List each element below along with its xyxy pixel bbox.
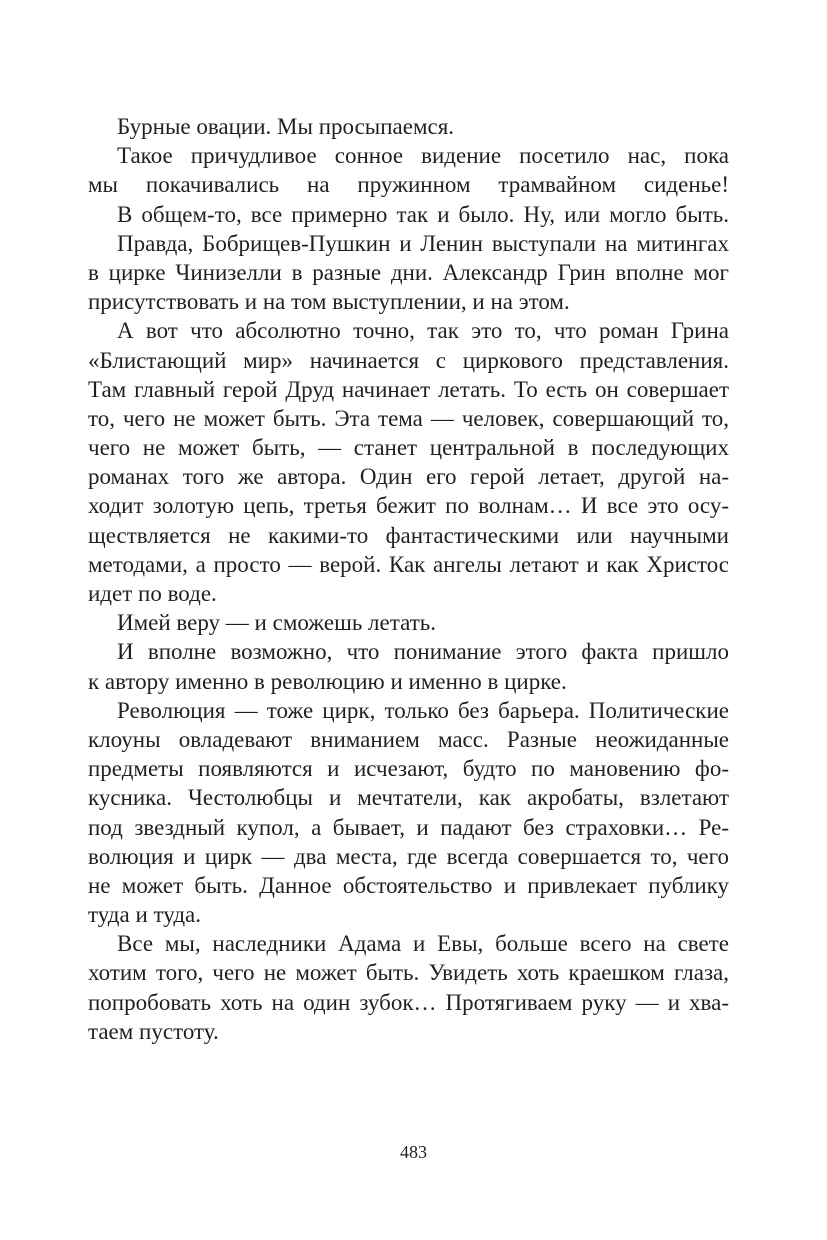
paragraph: [88, 316, 729, 608]
text-line: мы покачивались на пружинном трамвайном сиденье!: [88, 172, 729, 198]
text-line: ходит золотую цепь, третья бежит по волнам… И все это осу-: [88, 493, 729, 519]
text-line: Имей веру — и сможешь летать.: [117, 610, 436, 636]
text-line: предметы появляются и исчезают, будто по мановению фо-: [88, 756, 729, 782]
text-line: туда и туда.: [88, 902, 201, 928]
text-line: волюция и цирк — два места, где всегда совершается то, чего: [88, 843, 729, 869]
paragraph: [88, 929, 729, 1046]
text-line: идет по воде.: [88, 581, 217, 606]
text-line: кусника. Честолюбцы и мечтатели, как акробаты, взлетают: [88, 785, 729, 811]
text-line: И вполне возможно, что понимание этого факта пришло: [117, 639, 729, 665]
text-line: романах того же автора. Один его герой летает, другой на-: [88, 464, 729, 490]
text-line: методами, а просто — верой. Как ангелы летают и как Христос: [88, 551, 729, 577]
paragraph: [88, 696, 729, 930]
body-text: [88, 112, 729, 1046]
text-line: хотим того, чего не может быть. Увидеть хоть краешком глаза,: [88, 960, 729, 986]
paragraph: [88, 637, 729, 695]
text-line: Революция — тоже цирк, только без барьера. Политические: [117, 697, 729, 723]
text-line: ществляется не какими-то фантастическими или научными: [88, 522, 729, 548]
text-line: чего не может быть, — станет центральной в последующих: [88, 435, 729, 461]
paragraph: [88, 112, 729, 141]
text-line: под звездный купол, а бывает, и падают без страховки… Ре-: [88, 814, 729, 840]
text-line: «Блистающий мир» начинается с циркового представления.: [88, 347, 729, 373]
paragraph: [88, 229, 729, 317]
text-line: клоуны овладевают вниманием масс. Разные неожиданные: [88, 726, 729, 752]
text-line: Правда, Бобрищев-Пушкин и Ленин выступали на митингах: [117, 230, 729, 256]
text-line: не может быть. Данное обстоятельство и привлекает публику: [88, 872, 729, 898]
text-line: Там главный герой Друд начинает летать. То есть он совершает: [88, 376, 729, 402]
text-line: Бурные овации. Мы просыпаемся.: [117, 114, 455, 139]
paragraph: [88, 141, 729, 199]
text-line: попробовать хоть на один зубок… Протягиваем руку — и хва-: [88, 989, 729, 1015]
text-line: Все мы, наследники Адама и Евы, больше всего на свете: [117, 931, 729, 957]
text-line: то, чего не может быть. Эта тема — человек, совершающий то,: [88, 405, 729, 431]
page-number: 483: [400, 1142, 427, 1162]
paragraph: [88, 608, 729, 637]
text-line: В общем-то, все примерно так и было. Ну, или могло быть.: [117, 201, 729, 227]
text-line: в цирке Чинизелли в разные дни. Александр Грин вполне мог: [88, 259, 729, 285]
text-line: таем пустоту.: [88, 1018, 219, 1044]
paragraph: [88, 200, 729, 229]
text-line: к автору именно в революцию и именно в цирке.: [88, 668, 567, 694]
text-line: присутствовать и на том выступлении, и на этом.: [88, 289, 570, 315]
text-line: А вот что абсолютно точно, так это то, что роман Грина: [117, 318, 729, 344]
text-line: Такое причудливое сонное видение посетило нас, пока: [117, 143, 729, 169]
